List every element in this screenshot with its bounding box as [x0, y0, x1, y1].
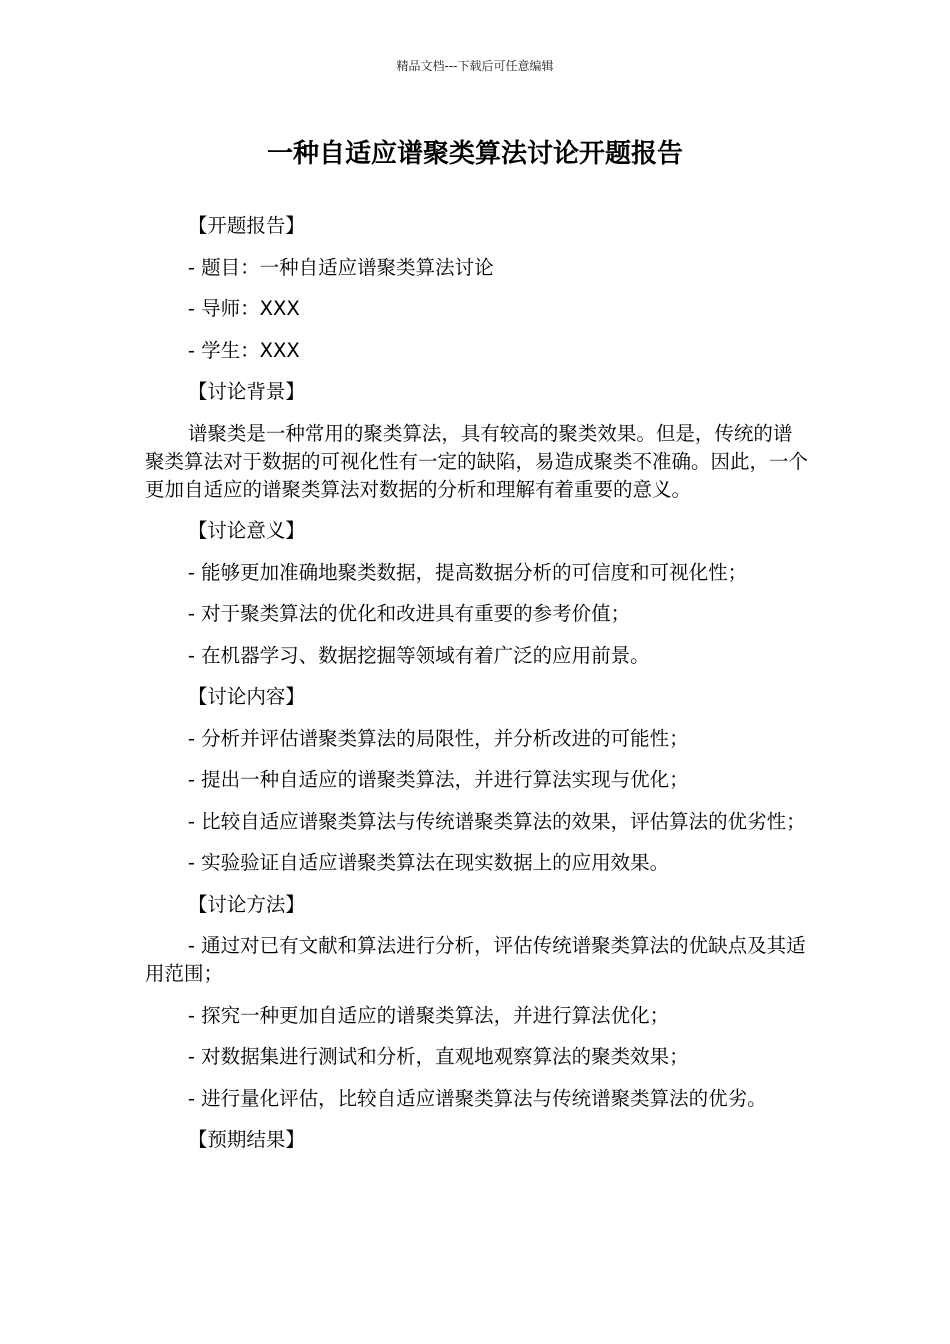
header-note: 精品文档---下载后可任意编辑 — [396, 59, 554, 73]
list-item-student: - 学生：XXX — [187, 338, 300, 362]
list-item-topic: - 题目：一种自适应谱聚类算法讨论 — [187, 255, 494, 279]
section-heading-significance: 【讨论意义】 — [187, 519, 305, 542]
list-item: - 对数据集进行测试和分析，直观地观察算法的聚类效果； — [187, 1045, 689, 1068]
document-title: 一种自适应谱聚类算法讨论开题报告 — [266, 139, 683, 169]
document-body — [145, 212, 811, 1168]
section-heading-expected-results: 【预期结果】 — [187, 1128, 305, 1151]
list-item: - 探究一种更加自适应的谱聚类算法，并进行算法优化； — [187, 1003, 670, 1027]
list-item: - 比较自适应谱聚类算法与传统谱聚类算法的效果，评估算法的优劣性； — [187, 809, 806, 833]
list-item: - 对于聚类算法的优化和改进具有重要的参考价值； — [187, 602, 631, 625]
list-item: - 分析并评估谱聚类算法的局限性，并分析改进的可能性； — [187, 726, 689, 750]
list-item: - 能够更加准确地聚类数据，提高数据分析的可信度和可视化性； — [187, 560, 748, 584]
list-item: - 实验验证自适应谱聚类算法在现实数据上的应用效果。 — [187, 851, 670, 874]
section-heading-methods: 【讨论方法】 — [187, 892, 305, 916]
list-item: - 在机器学习、数据挖掘等领域有着广泛的应用前景。 — [187, 643, 650, 667]
paragraph-background: 谱聚类是一种常用的聚类算法，具有较高的聚类效果。但是，传统的谱聚类算法对于数据的可视化性有一定的缺陷，易造成聚类不准确。因此，一个更加自适应的谱聚类算法对数据的分析和理解有着重要的意义。 — [145, 421, 809, 501]
list-item: - 通过对已有文献和算法进行分析，评估传统谱聚类算法的优缺点及其适用范围； — [145, 934, 806, 985]
list-item: - 提出一种自适应的谱聚类算法，并进行算法实现与优化； — [187, 768, 689, 791]
list-item: - 进行量化评估，比较自适应谱聚类算法与传统谱聚类算法的优劣。 — [187, 1086, 767, 1110]
list-item-advisor: - 导师：XXX — [187, 297, 300, 320]
section-heading-background: 【讨论背景】 — [187, 380, 305, 403]
section-heading-content: 【讨论内容】 — [187, 685, 305, 708]
section-heading-proposal: 【开题报告】 — [187, 214, 305, 237]
